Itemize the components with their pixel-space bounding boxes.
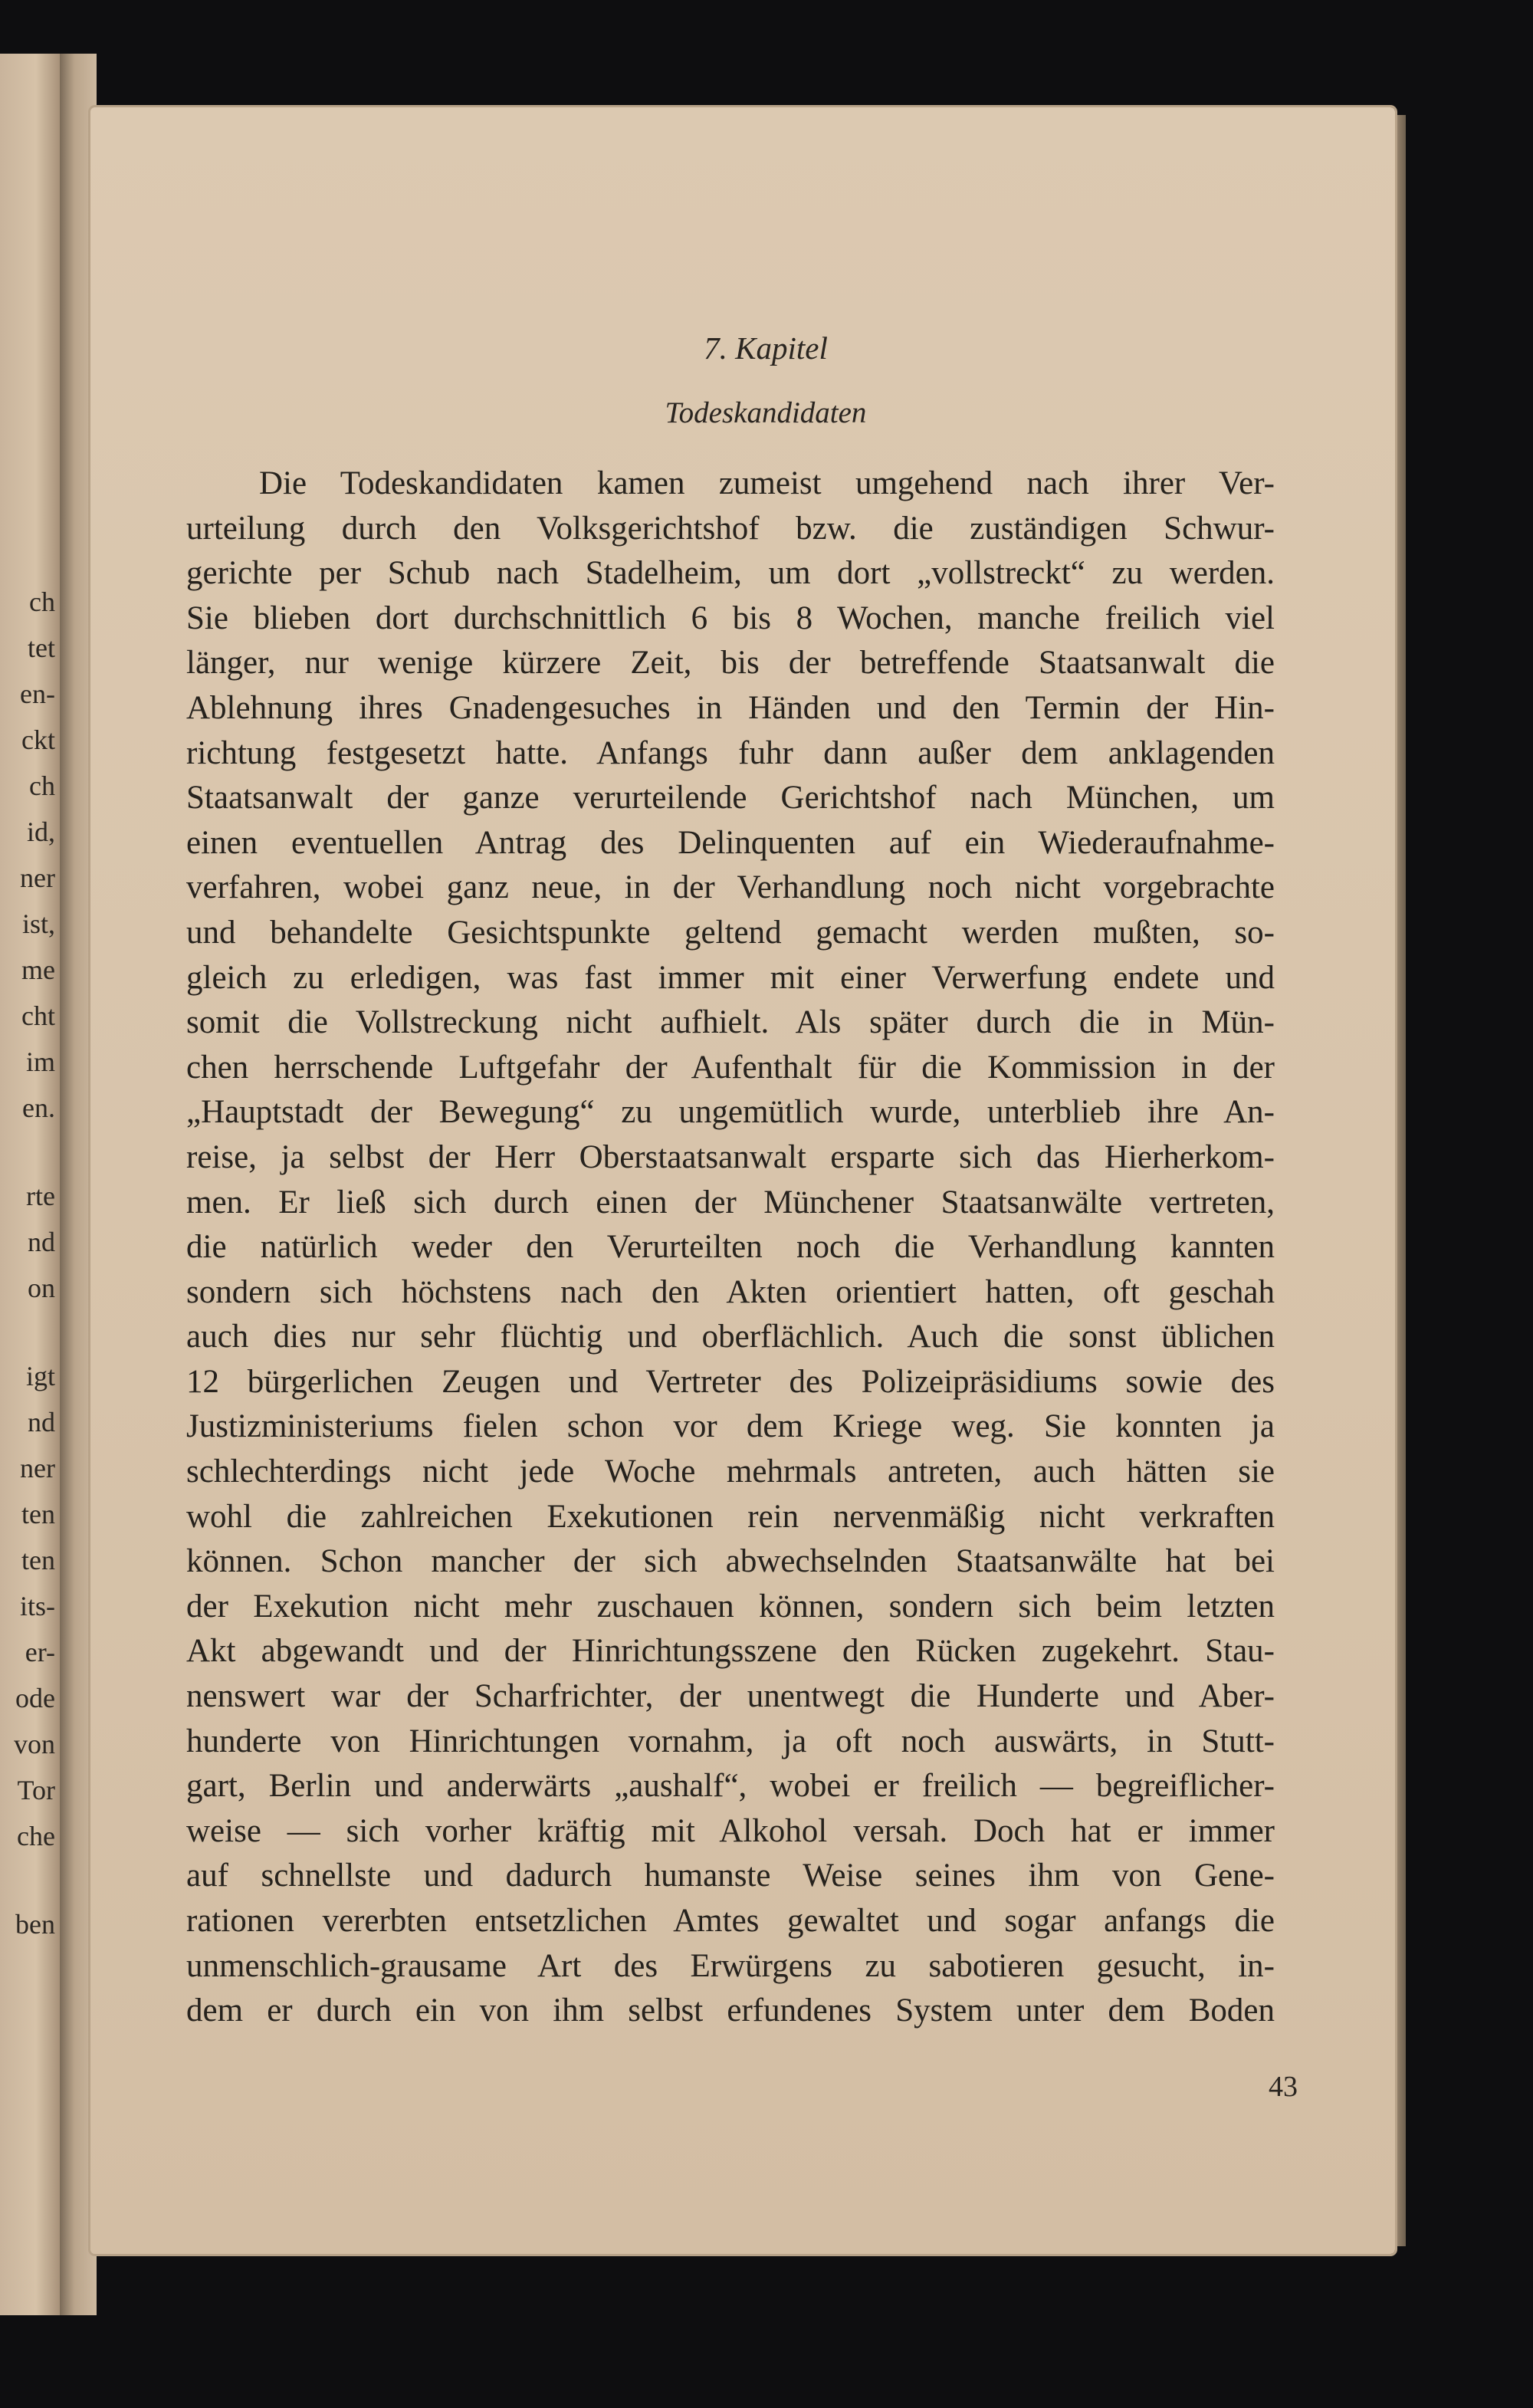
- chapter-number: 7. Kapitel: [704, 330, 828, 366]
- text-line: Sie blieben dort durchschnittlich 6 bis 8 Wochen, manche freilich viel: [186, 600, 1275, 636]
- left-page-fragment: me: [21, 954, 55, 985]
- text-line: „Hauptstadt der Bewegung“ zu ungemütlich wurde, unterblieb ihre An-: [186, 1094, 1275, 1131]
- left-page-fragment: cht: [21, 1000, 55, 1031]
- left-page-fragment: von: [14, 1729, 55, 1759]
- text-line: auf schnellste und dadurch humanste Weise seines ihm von Gene-: [186, 1858, 1275, 1894]
- left-page-fragment: ten: [21, 1499, 55, 1529]
- text-line: der Exekution nicht mehr zuschauen können, sondern sich beim letzten: [186, 1588, 1275, 1624]
- text-line: nenswert war der Scharfrichter, der unentwegt die Hunderte und Aber-: [186, 1678, 1275, 1715]
- text-line: gleich zu erledigen, was fast immer mit einer Verwerfung endete und: [186, 959, 1275, 996]
- text-line: gerichte per Schub nach Stadelheim, um dort „vollstreckt“ zu werden.: [186, 555, 1275, 592]
- text-line: somit die Vollstreckung nicht aufhielt. Als später durch die in Mün-: [186, 1004, 1275, 1041]
- text-line: schlechterdings nicht jede Woche mehrmals antreten, auch hätten sie: [186, 1454, 1275, 1490]
- text-line: unmenschlich-grausame Art des Erwürgens zu sabotieren gesucht, in-: [186, 1947, 1275, 1984]
- text-line: auch dies nur sehr flüchtig und oberflächlich. Auch die sonst üblichen: [186, 1319, 1275, 1355]
- book-page: [90, 107, 1395, 2254]
- left-page-edge: [0, 54, 60, 2315]
- text-line: men. Er ließ sich durch einen der Münchener Staatsanwälte vertreten,: [186, 1184, 1275, 1220]
- text-line: können. Schon mancher der sich abwechselnden Staatsanwälte hat bei: [186, 1543, 1275, 1580]
- text-line: urteilung durch den Volksgerichtshof bzw. die zuständigen Schwur-: [186, 510, 1275, 547]
- left-page-fragment: nd: [28, 1407, 55, 1437]
- page-edge: [1395, 115, 1406, 2246]
- left-page-fragment: ch: [29, 586, 55, 617]
- left-page-fragment: en.: [22, 1092, 55, 1123]
- text-line: die natürlich weder den Verurteilten noch die Verhandlung kannten: [186, 1229, 1275, 1266]
- left-page-fragment: igt: [25, 1361, 55, 1391]
- text-line: Die Todeskandidaten kamen zumeist umgehend nach ihrer Ver-: [259, 465, 1275, 501]
- text-line: Ablehnung ihres Gnadengesuches in Händen und den Termin der Hin-: [186, 689, 1275, 726]
- text-line: chen herrschende Luftgefahr der Aufenthalt für die Kommission in der: [186, 1049, 1275, 1086]
- left-page-fragment: er-: [25, 1637, 55, 1667]
- left-page-fragment: ben: [15, 1909, 55, 1940]
- text-line: Justizministeriums fielen schon vor dem Kriege weg. Sie konnten ja: [186, 1408, 1275, 1445]
- left-page-fragment: on: [28, 1273, 55, 1303]
- text-line: und behandelte Gesichtspunkte geltend gemacht werden mußten, so-: [186, 914, 1275, 951]
- page-number: 43: [1269, 2071, 1298, 2103]
- left-page-fragment: che: [17, 1821, 55, 1851]
- left-page-fragment: tet: [28, 632, 55, 663]
- text-line: reise, ja selbst der Herr Oberstaatsanwalt ersparte sich das Hierherkom-: [186, 1138, 1275, 1175]
- text-line: hunderte von Hinrichtungen vornahm, ja oft noch auswärts, in Stutt-: [186, 1723, 1275, 1759]
- text-line: sondern sich höchstens nach den Akten orientiert hatten, oft geschah: [186, 1273, 1275, 1310]
- text-line: dem er durch ein von ihm selbst erfundenes System unter dem Boden: [186, 1992, 1275, 2029]
- text-line: rationen vererbten entsetzlichen Amtes gewaltet und sogar anfangs die: [186, 1903, 1275, 1939]
- left-page-fragment: ode: [15, 1683, 55, 1713]
- body-text: [186, 462, 1275, 2034]
- left-page-fragment: id,: [26, 816, 55, 847]
- text-line: richtung festgesetzt hatte. Anfangs fuhr dann außer dem anklagenden: [186, 734, 1275, 771]
- text-line: 12 bürgerlichen Zeugen und Vertreter des Polizeipräsidiums sowie des: [186, 1363, 1275, 1400]
- left-page-fragment: ner: [20, 862, 55, 893]
- left-page-fragment: ch: [29, 770, 55, 801]
- text-line: Staatsanwalt der ganze verurteilende Gerichtshof nach München, um: [186, 780, 1275, 816]
- left-page-fragment: ist,: [21, 908, 55, 939]
- left-page-fragment: ner: [20, 1453, 55, 1483]
- left-page-fragment: ten: [21, 1545, 55, 1575]
- text-line: verfahren, wobei ganz neue, in der Verhandlung noch nicht vorgebrachte: [186, 869, 1275, 906]
- left-page-fragment: en-: [20, 678, 55, 709]
- chapter-title: Todeskandidaten: [665, 396, 867, 429]
- left-page-fragment: Tor: [17, 1775, 55, 1805]
- text-line: wohl die zahlreichen Exekutionen rein nervenmäßig nicht verkraften: [186, 1498, 1275, 1535]
- text-line: einen eventuellen Antrag des Delinquenten auf ein Wiederaufnahme-: [186, 824, 1275, 861]
- left-page-fragment: ckt: [21, 724, 55, 755]
- text-line: Akt abgewandt und der Hinrichtungsszene den Rücken zugekehrt. Stau-: [186, 1633, 1275, 1670]
- left-page-fragment: nd: [28, 1227, 55, 1257]
- text-line: länger, nur wenige kürzere Zeit, bis der betreffende Staatsanwalt die: [186, 645, 1275, 682]
- left-page-fragment: im: [25, 1046, 55, 1077]
- left-page-fragment: its-: [19, 1591, 55, 1621]
- text-line: weise — sich vorher kräftig mit Alkohol versah. Doch hat er immer: [186, 1812, 1275, 1849]
- text-line: gart, Berlin und anderwärts „aushalf“, wobei er freilich — begreiflicher-: [186, 1768, 1275, 1805]
- left-page-fragment: rte: [26, 1181, 55, 1211]
